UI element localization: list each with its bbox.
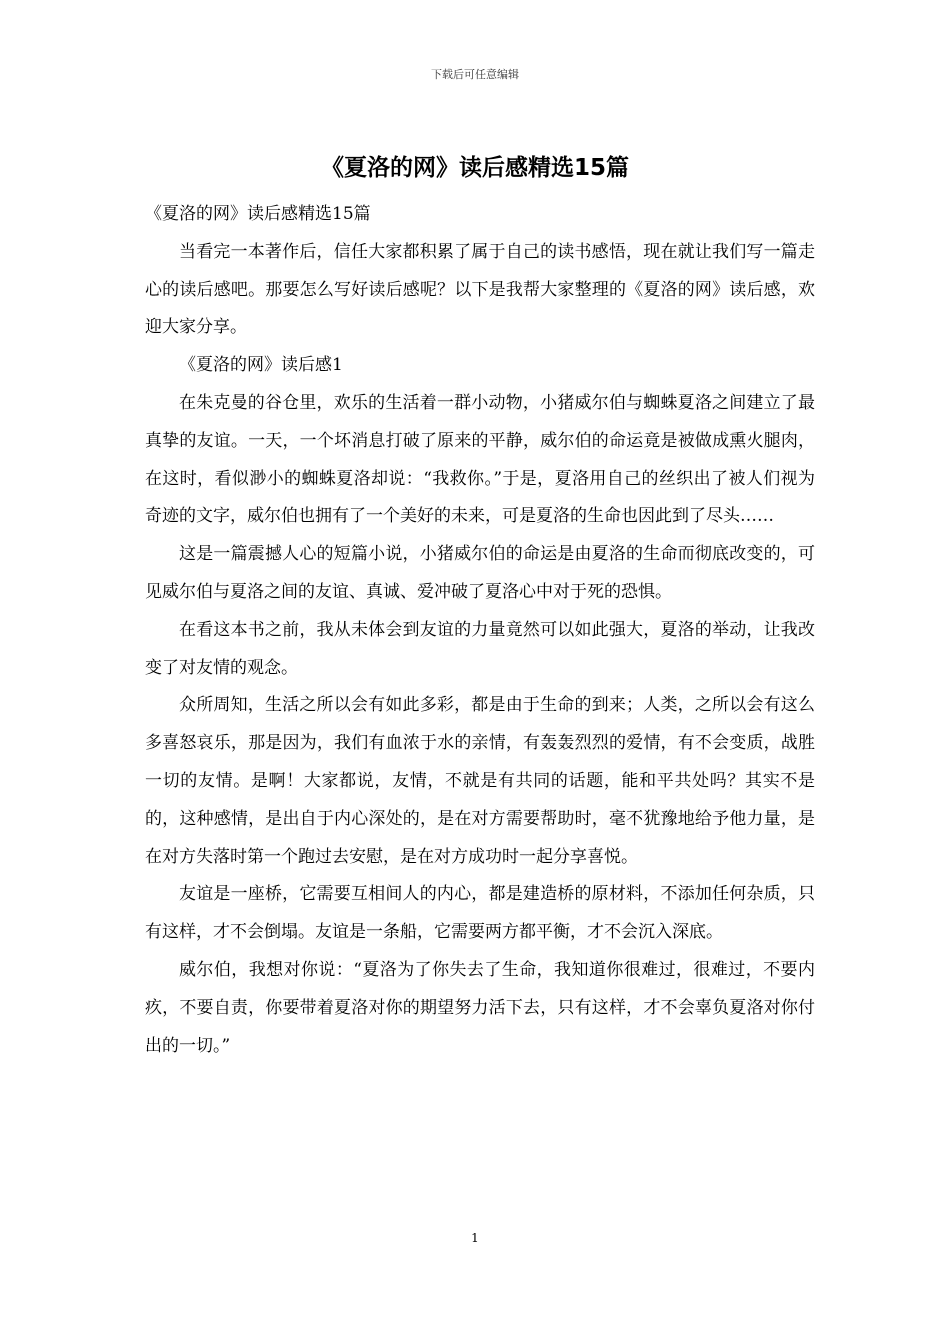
header-note: 下载后可任意编辑 — [431, 68, 519, 81]
page-number: 1 — [471, 1231, 479, 1245]
document-title: 《夏洛的网》读后感精选15篇 — [320, 155, 629, 181]
body-paragraph: 在朱克曼的谷仓里，欢乐的生活着一群小动物，小猪威尔伯与蜘蛛夏洛之间建立了最真挚的友谊。一天，一个坏消息打破了原来的平静，威尔伯的命运竟是被做成熏火腿肉，在这时，看似渺小的蜘蛛夏洛却说：“我救你。”于是，夏洛用自己的丝织出了被人们视为奇迹的文字，威尔伯也拥有了一个美好的未来，可是夏洛的生命也因此到了尽头…… — [145, 392, 815, 527]
body-paragraph: 众所周知，生活之所以会有如此多彩，都是由于生命的到来；人类，之所以会有这么多喜怒哀乐，那是因为，我们有血浓于水的亲情，有轰轰烈烈的爱情，有不会变质，战胜一切的友情。是啊！大家都说，友情，不就是有共同的话题，能和平共处吗？其实不是的，这种感情，是出自于内心深处的，是在对方需要帮助时，毫不犹豫地给予他力量，是在对方失落时第一个跑过去安慰，是在对方成功时一起分享喜悦。 — [145, 695, 815, 867]
body-paragraph: 友谊是一座桥，它需要互相间人的内心，都是建造桥的原材料，不添加任何杂质，只有这样，才不会倒塌。友谊是一条船，它需要两方都平衡，才不会沉入深底。 — [145, 884, 815, 943]
subtitle-paragraph: 《夏洛的网》读后感精选15篇 — [145, 204, 371, 224]
body-paragraph: 在看这本书之前，我从未体会到友谊的力量竟然可以如此强大，夏洛的举动，让我改变了对友情的观念。 — [145, 619, 815, 678]
intro-paragraph: 当看完一本著作后，信任大家都积累了属于自己的读书感悟，现在就让我们写一篇走心的读后感吧。那要怎么写好读后感呢？以下是我帮大家整理的《夏洛的网》读后感，欢迎大家分享。 — [145, 241, 815, 338]
body-paragraph: 这是一篇震撼人心的短篇小说，小猪威尔伯的命运是由夏洛的生命而彻底改变的，可见威尔伯与夏洛之间的友谊、真诚、爱冲破了夏洛心中对于死的恐惧。 — [145, 544, 815, 602]
section-heading: 《夏洛的网》读后感1 — [179, 355, 343, 376]
body-paragraph: 威尔伯，我想对你说：“夏洛为了你失去了生命，我知道你很难过，很难过，不要内疚，不要自责，你要带着夏洛对你的期望努力活下去，只有这样，才不会辜负夏洛对你付出的一切。” — [145, 959, 815, 1056]
document-body — [145, 196, 815, 1065]
